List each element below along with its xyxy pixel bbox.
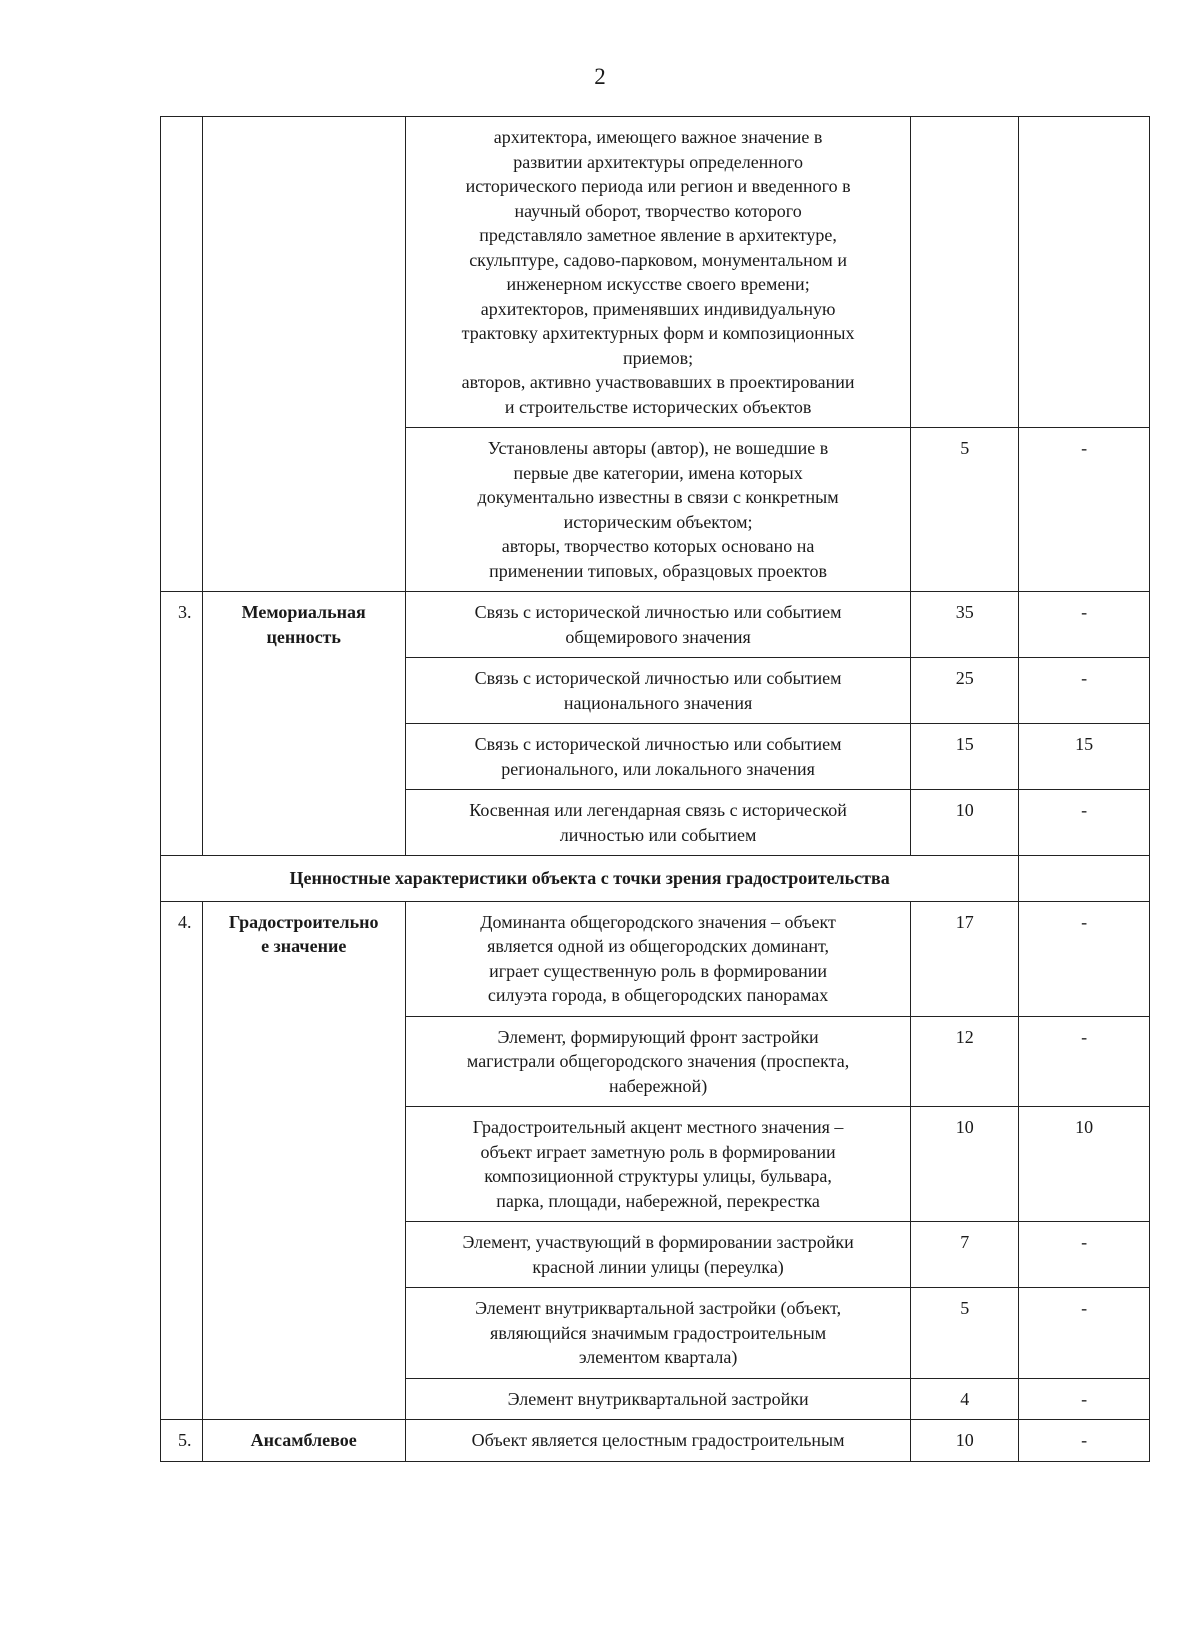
score-cell: - [1019, 1378, 1150, 1420]
criterion-line: Доминанта общегородского значения – объект [480, 911, 836, 932]
points-cell: 4 [911, 1378, 1019, 1420]
score-cell: - [1019, 1222, 1150, 1288]
score-cell [1019, 856, 1150, 902]
criterion-cell [405, 428, 910, 592]
criterion-line: Градостроительный акцент местного значения – [472, 1117, 844, 1137]
category-line: Ансамблевое [250, 1430, 357, 1450]
criterion-line: Элемент внутриквартальной застройки (объект, [475, 1298, 842, 1318]
criterion-line: первые две категории, имена которых [513, 462, 803, 483]
score-cell: - [1019, 1420, 1150, 1462]
criterion-line: Косвенная или легендарная связь с исторической [469, 800, 847, 820]
page-number: 2 [594, 64, 606, 89]
row-number-cell [161, 117, 203, 592]
category-line: Мемориальная [241, 602, 366, 622]
criterion-line: применении типовых, образцовых проектов [489, 560, 828, 581]
criterion-cell [405, 1222, 910, 1288]
table-row [161, 1420, 1150, 1462]
score-cell: - [1019, 790, 1150, 856]
points-cell: 35 [911, 592, 1019, 658]
criterion-line: Связь с исторической личностью или событием [474, 602, 842, 622]
score-cell: - [1019, 1288, 1150, 1379]
criterion-cell [405, 658, 910, 724]
criterion-line: развитии архитектуры определенного [513, 151, 803, 172]
criterion-line: регионального, или локального значения [501, 758, 815, 779]
criterion-line: являющийся значимым градостроительным [490, 1322, 827, 1343]
criterion-line: представляло заметное явление в архитектуре, [479, 225, 837, 245]
criterion-line: композиционной структуры улицы, бульвара, [484, 1166, 832, 1186]
table-row [161, 592, 1150, 658]
criterion-line: документально известны в связи с конкретным [477, 487, 839, 507]
score-cell: - [1019, 428, 1150, 592]
score-cell: - [1019, 1016, 1150, 1107]
criteria-table [160, 116, 1150, 1462]
criterion-cell [405, 1420, 910, 1462]
score-cell: 15 [1019, 724, 1150, 790]
category-line: Градостроительно [228, 911, 379, 932]
points-cell: 5 [911, 428, 1019, 592]
criterion-cell [405, 1288, 910, 1379]
category-cell [202, 901, 405, 1420]
score-cell: - [1019, 658, 1150, 724]
criterion-line: Элемент, участвующий в формировании застройки [462, 1232, 854, 1252]
criterion-line: играет существенную роль в формировании [489, 960, 828, 981]
criterion-line: Элемент внутриквартальной застройки [507, 1388, 809, 1409]
criterion-line: инженерном искусстве своего времени; [506, 274, 810, 294]
criterion-line: национального значения [563, 692, 753, 713]
points-cell: 7 [911, 1222, 1019, 1288]
section-header-row [161, 856, 1150, 902]
criterion-line: трактовку архитектурных форм и композиционных [461, 323, 855, 343]
points-cell: 15 [911, 724, 1019, 790]
criterion-line: красной линии улицы (переулка) [532, 1256, 784, 1277]
row-number-cell: 4. [161, 901, 203, 1420]
points-cell: 10 [911, 1420, 1019, 1462]
criterion-line: авторов, активно участвовавших в проектировании [461, 372, 855, 392]
table-row [161, 901, 1150, 1016]
criterion-line: историческим объектом; [563, 511, 753, 532]
category-cell [202, 592, 405, 856]
criterion-line: объект играет заметную роль в формировании [480, 1141, 836, 1162]
points-cell: 10 [911, 1107, 1019, 1222]
criterion-line: Связь с исторической личностью или событием [474, 668, 842, 688]
criterion-line: архитекторов, применявших индивидуальную [480, 298, 836, 319]
criterion-cell [405, 724, 910, 790]
criterion-line: исторического периода или регион и введенного в [465, 176, 851, 196]
criterion-line: силуэта города, в общегородских панорамах [487, 985, 829, 1005]
criterion-line: Установлены авторы (автор), не вошедшие в [487, 438, 829, 458]
score-cell: - [1019, 592, 1150, 658]
points-cell: 25 [911, 658, 1019, 724]
criterion-cell [405, 1016, 910, 1107]
criterion-cell [405, 1107, 910, 1222]
criterion-cell [405, 901, 910, 1016]
criterion-line: элементом квартала) [578, 1347, 738, 1367]
score-cell: 10 [1019, 1107, 1150, 1222]
criterion-line: общемирового значения [565, 626, 751, 647]
criterion-line: личностью или событием [559, 824, 757, 845]
criterion-line: набережной) [608, 1075, 708, 1096]
category-line: ценность [266, 626, 341, 647]
criterion-line: и строительстве исторических объектов [504, 396, 812, 417]
criterion-line: Объект является целостным градостроительным [471, 1430, 845, 1450]
criterion-line: магистрали общегородского значения (проспекта, [466, 1051, 850, 1071]
points-cell: 12 [911, 1016, 1019, 1107]
table-row [161, 117, 1150, 428]
criterion-line: является одной из общегородских доминант, [487, 936, 830, 956]
row-number-cell: 3. [161, 592, 203, 856]
criterion-line: Связь с исторической личностью или событием [474, 734, 842, 754]
criterion-line: архитектора, имеющего важное значение в [493, 127, 823, 147]
category-cell [202, 1420, 405, 1462]
criterion-line: приемов; [623, 347, 694, 368]
points-cell: 5 [911, 1288, 1019, 1379]
points-cell: 10 [911, 790, 1019, 856]
category-cell [202, 117, 405, 592]
criterion-line: Элемент, формирующий фронт застройки [497, 1026, 819, 1047]
category-line: е значение [261, 936, 347, 956]
section-header: Ценностные характеристики объекта с точки зрения градостроительства [161, 856, 1019, 902]
points-cell [911, 117, 1019, 428]
criterion-cell [405, 790, 910, 856]
criterion-cell [405, 117, 910, 428]
criterion-line: научный оборот, творчество которого [514, 200, 802, 221]
row-number-cell: 5. [161, 1420, 203, 1462]
points-cell: 17 [911, 901, 1019, 1016]
criterion-line: скульптуре, садово-парковом, монументальном и [469, 249, 847, 270]
criterion-cell [405, 1378, 910, 1420]
score-cell: - [1019, 901, 1150, 1016]
criterion-line: авторы, творчество которых основано на [501, 536, 815, 556]
criterion-line: парка, площади, набережной, перекрестка [496, 1190, 820, 1211]
score-cell [1019, 117, 1150, 428]
criterion-cell [405, 592, 910, 658]
